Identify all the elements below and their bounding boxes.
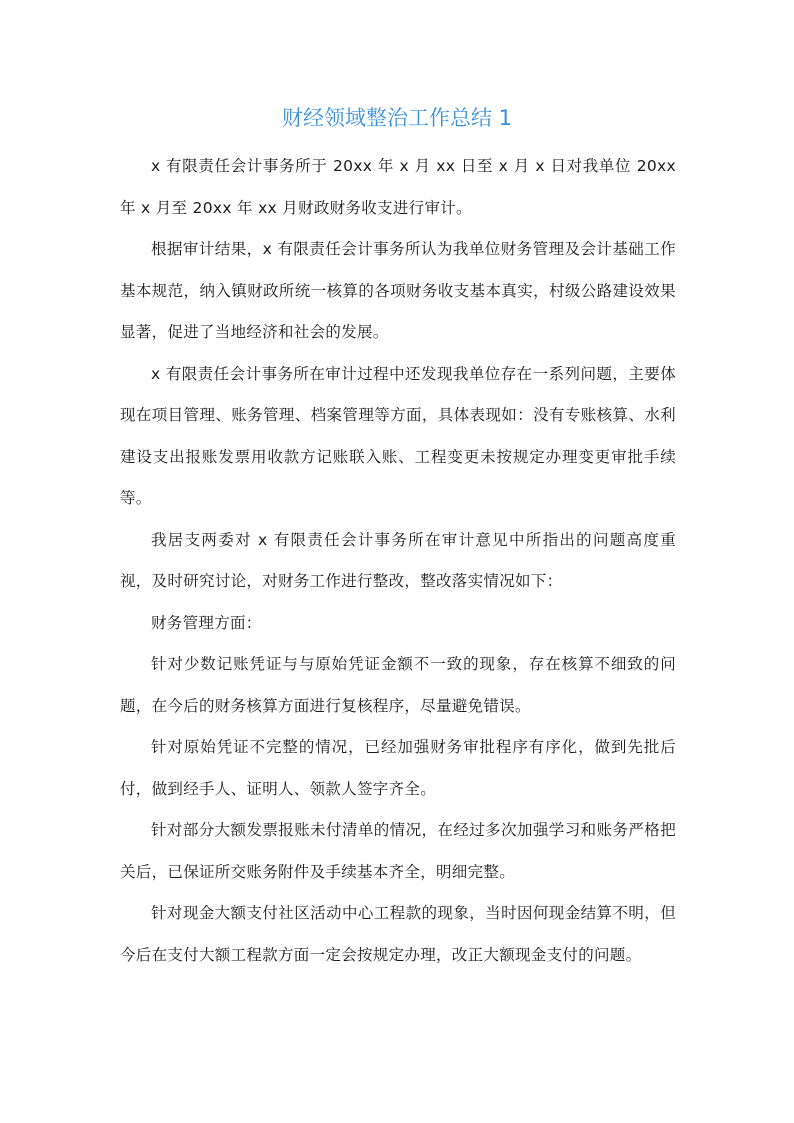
paragraph-large-invoices: 针对部分大额发票报账未付清单的情况，在经过多次加强学习和账务严格把关后，已保证所交账务附件及手续基本齐全，明细完整。 [120,821,676,881]
document-title: 财经领域整治工作总结 1 [281,106,513,130]
paragraph-audit-intro: x 有限责任会计事务所于 20xx 年 x 月 xx 日至 x 月 x 日对我单位 20xx 年 x 月至 20xx 年 xx 月财政财务收支进行审计。 [120,157,676,217]
paragraph-incomplete-vouchers: 针对原始凭证不完整的情况，已经加强财务审批程序有序化，做到先批后付，做到经手人、证明人、领款人签字齐全。 [120,738,676,798]
section-heading-financial-management: 财务管理方面： [151,613,262,632]
document-body [120,146,676,976]
paragraph-audit-result: 根据审计结果，x 有限责任会计事务所认为我单位财务管理及会计基础工作基本规范，纳入镇财政所统一核算的各项财务收支基本真实，村级公路建设效果显著，促进了当地经济和社会的发展。 [120,240,676,341]
paragraph-audit-problems: x 有限责任会计事务所在审计过程中还发现我单位存在一系列问题，主要体现在项目管理、账务管理、档案管理等方面，具体表现如：没有专账核算、水利建设支出报账发票用收款方记账联入账、工程变更未按规定办理变更审批手续等。 [120,364,676,507]
paragraph-rectification-intro: 我居支两委对 x 有限责任会计事务所在审计意见中所指出的问题高度重视，及时研究讨论，对财务工作进行整改，整改落实情况如下： [120,530,676,590]
paragraph-cash-payments: 针对现金大额支付社区活动中心工程款的现象，当时因何现金结算不明，但今后在支付大额工程款方面一定会按规定办理，改正大额现金支付的问题。 [120,904,676,964]
paragraph-voucher-mismatch: 针对少数记账凭证与与原始凭证金额不一致的现象，存在核算不细致的问题，在今后的财务核算方面进行复核程序，尽量避免错误。 [120,655,676,715]
